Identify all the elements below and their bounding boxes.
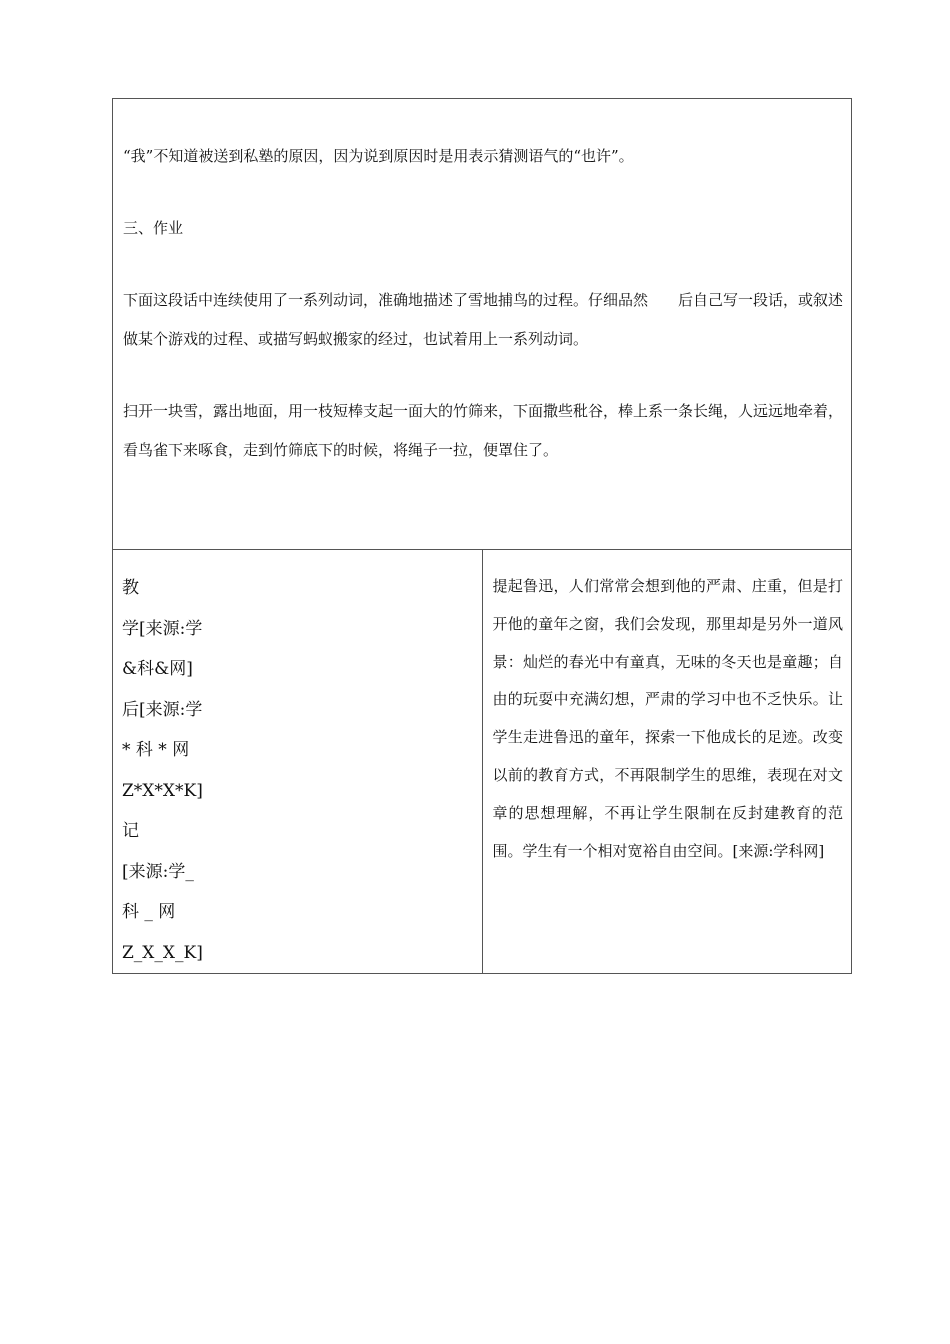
reflection-paragraph: 提起鲁迅，人们常常会想到他的严肃、庄重，但是打开他的童年之窗，我们会发现，那里却是另外一道风景：灿烂的春光中有童真，无味的冬天也是童趣；自由的玩耍中充满幻想，严肃的学习中也不乏快乐。让学生走进鲁迅的童年，探索一下他成长的足迹。改变以前的教育方式，不再限制学生的思维，表现在对文章的思想理解，不再让学生限制在反封建教育的范围。学生有一个相对宽裕自由空间。[来源:学科网]: [492, 577, 843, 860]
reflection-label-cell: [113, 550, 483, 974]
label-line: 记: [122, 821, 139, 841]
analysis-paragraph: “我”不知道被送到私塾的原因，因为说到原因时是用表示猜测语气的“也许”。: [123, 147, 634, 165]
homework-cell: [113, 99, 852, 550]
reflection-row: [113, 550, 852, 974]
lesson-table: [112, 98, 852, 974]
label-line: 学[来源:学: [122, 618, 203, 639]
label-line: &科&网]: [122, 659, 193, 679]
label-line: Z*X*X*K]: [122, 780, 203, 801]
label-line: 教: [122, 578, 139, 598]
label-line: [来源:学_: [122, 861, 194, 882]
label-line: 后[来源:学: [122, 699, 203, 720]
label-line: * 科 * 网: [122, 740, 190, 760]
label-line: Z_X_X_K]: [122, 942, 203, 963]
example-passage: 扫开一块雪，露出地面，用一枝短棒支起一面大的竹筛来，下面撒些秕谷，棒上系一条长绳，人远远地牵着，看鸟雀下来啄食，走到竹筛底下的时候，将绳子一拉，便罩住了。: [123, 402, 844, 459]
label-line: 科 _ 网: [122, 902, 176, 922]
homework-heading: 三、作业: [123, 219, 184, 237]
homework-instruction: 下面这段话中连续使用了一系列动词，准确地描述了雪地捕鸟的过程。仔细品然 后自己写一段话，或叙述做某个游戏的过程、或描写蚂蚁搬家的经过，也试着用上一系列动词。: [123, 291, 844, 348]
homework-row: [113, 99, 852, 550]
reflection-content-cell: [482, 550, 852, 974]
